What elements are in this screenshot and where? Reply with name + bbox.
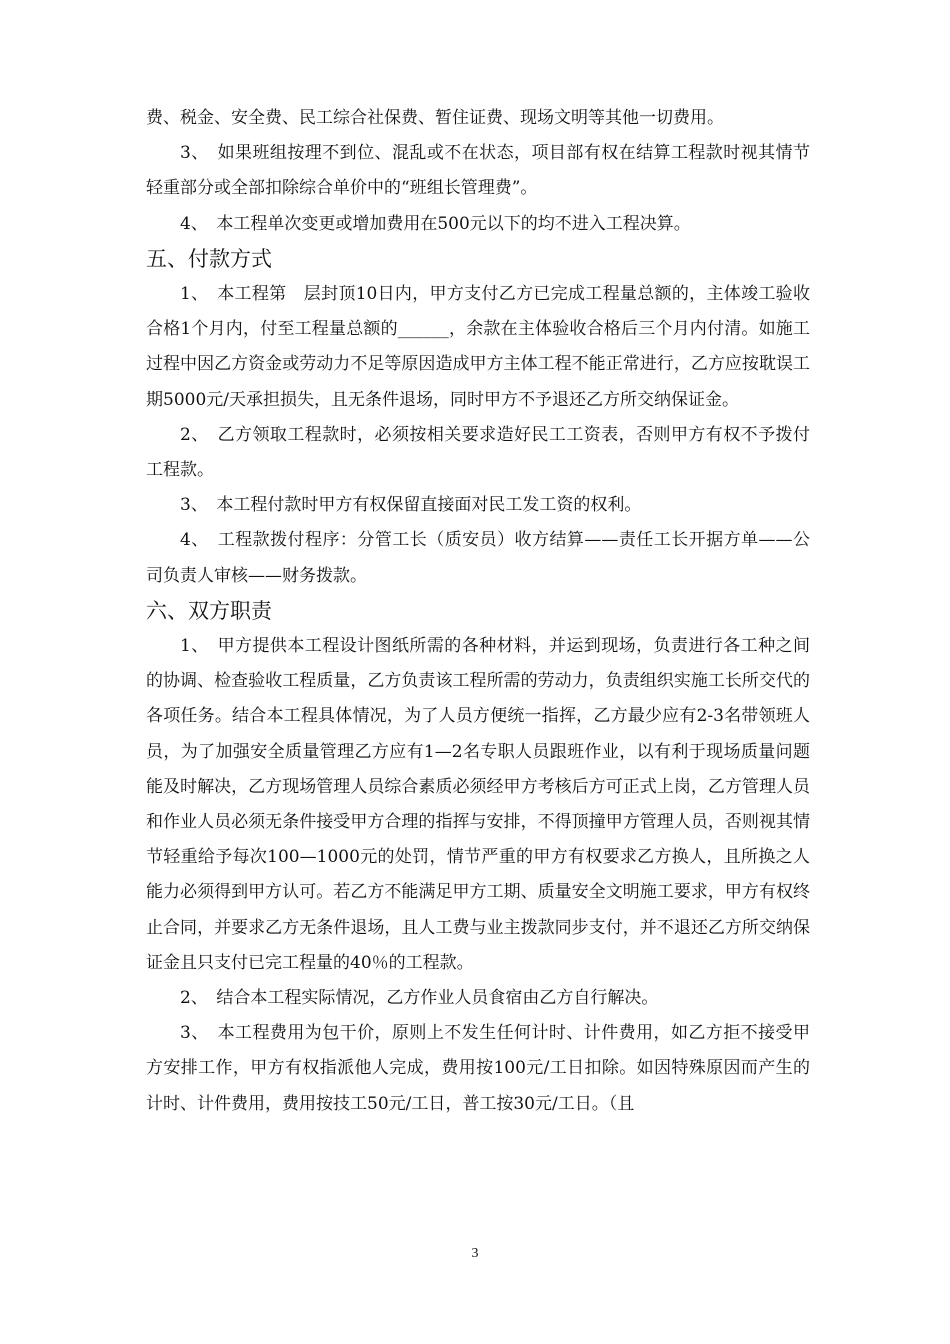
page-number: 3 [471, 1246, 479, 1261]
paragraph-11: 3、 本工程费用为包干价，原则上不发生任何计时、计件费用，如乙方拒不接受甲方安排工作，甲方有权指派他人完成，费用按100元/工日扣除。如因特殊原因而产生的计时、计件费用，费用按技工50元/工日，普工按30元/工日。（且 [146, 1023, 810, 1114]
paragraph-0: 费、税金、安全费、民工综合社保费、暂住证费、现场文明等其他一切费用。 [146, 108, 724, 128]
paragraph-7: 4、 工程款拨付程序：分管工长（质安员）收方结算——责任工长开据方单——公司负责人审核——财务拨款。 [146, 530, 810, 586]
paragraph-2: 4、 本工程单次变更或增加费用在500元以下的均不进入工程决算。 [180, 213, 691, 234]
paragraph-4: 1、 本工程第 层封顶10日内，甲方支付乙方已完成工程量总额的，主体竣工验收合格1个月内，付至工程量总额的______，余款在主体验收合格后三个月内付清。如施工过程中因乙方资金或劳动力不足等原因造成甲方主体工程不能正常进行，乙方应按耽误工期5000元/天承担损失，且无条件退场，同时甲方不予退还乙方所交纳保证金。 [146, 284, 810, 410]
paragraph-6: 3、 本工程付款时甲方有权保留直接面对民工发工资的权利。 [180, 495, 642, 516]
paragraph-5: 2、 乙方领取工程款时，必须按相关要求造好民工工资表，否则甲方有权不予拨付工程款。 [146, 424, 810, 481]
paragraph-1: 3、 如果班组按理不到位、混乱或不在状态，项目部有权在结算工程款时视其情节轻重部分或全部扣除综合单价中的“班组长管理费”。 [146, 143, 810, 199]
section-heading-6: 六、双方职责 [146, 598, 272, 623]
paragraph-9: 1、 甲方提供本工程设计图纸所需的各种材料，并运到现场，负责进行各工种之间的协调、检查验收工程质量，乙方负责该工程所需的劳动力，负责组织实施工长所交代的各项任务。结合本工程具体情况，为了人员方便统一指挥，乙方最少应有2-3名带领班人员，为了加强安全质量管理乙方应有1—2名专职人员跟班作业，以有利于现场质量问题能及时解决，乙方现场管理人员综合素质必须经甲方考核后方可正式上岗，乙方管理人员和作业人员必须无条件接受甲方合理的指挥与安排，不得顶撞甲方管理人员，否则视其情节轻重给予每次100—1000元的处罚，情节严重的甲方有权要求乙方换人，且所换之人能力必须得到甲方认可。若乙方不能满足甲方工期、质量安全文明施工要求，甲方有权终止合同，并要求乙方无条件退场，且人工费与业主拨款同步支付，并不退还乙方所交纳保证金且只支付已完工程量的40％的工程款。 [146, 636, 810, 973]
section-heading-5: 五、付款方式 [146, 246, 272, 271]
body-text [146, 101, 810, 1122]
paragraph-10: 2、 结合本工程实际情况，乙方作业人员食宿由乙方自行解决。 [180, 988, 659, 1009]
